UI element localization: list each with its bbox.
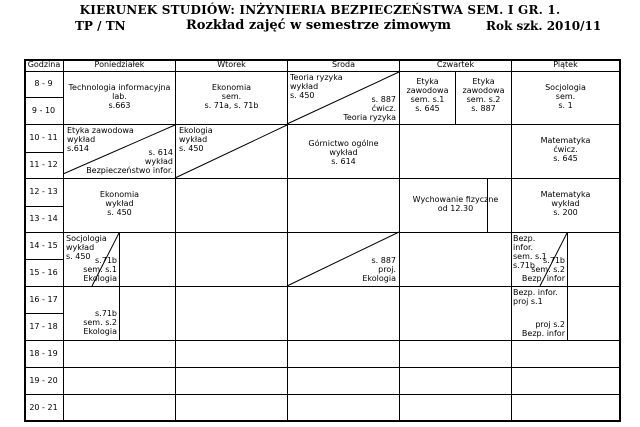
- schedule-subtitle: Rozkład zajęć w semestrze zimowym: [186, 18, 452, 33]
- class-block: Wychowanie fizyczne od 12.30: [412, 195, 499, 213]
- hour-label: 16 - 17: [29, 295, 58, 304]
- class-block: Etyka zawodowa sem. s.1 s. 645: [406, 77, 449, 113]
- class-block: Ekonomia sem. s. 71a, s. 71b: [204, 83, 259, 110]
- class-block: s.71b sem. s.2 Bezp. infor: [521, 256, 565, 283]
- column-hour: Godzina: [27, 60, 61, 69]
- class-block: s. 614 wykład Bezpieczeństwo infor.: [86, 148, 173, 175]
- column-tuesday: Wtorek: [217, 60, 246, 69]
- column-friday: Piątek: [553, 60, 578, 69]
- column-wednesday: Środa: [331, 60, 356, 69]
- week-type-label: TP / TN: [75, 19, 126, 33]
- class-block: s.71b sem. s.2 Ekologia: [83, 309, 117, 336]
- class-block: Górnictwo ogólne wykład s. 614: [308, 139, 379, 166]
- hour-label: 8 - 9: [34, 79, 53, 88]
- hour-label: 19 - 20: [29, 376, 58, 385]
- class-block: Socjologia wykład s. 450: [66, 234, 107, 261]
- hour-label: 9 - 10: [31, 106, 56, 115]
- class-block: Bezp. infor. sem. s.1 s.71b: [513, 234, 547, 270]
- hour-label: 11 - 12: [29, 160, 58, 169]
- hour-label: 15 - 16: [29, 268, 58, 277]
- column-monday: Poniedziałek: [94, 60, 145, 69]
- class-block: Ekonomia wykład s. 450: [99, 190, 140, 217]
- class-block: Socjologia sem. s. 1: [545, 83, 586, 110]
- class-block: Teoria ryzyka wykład s. 450: [290, 73, 343, 100]
- class-block: s. 887 proj. Ekologia: [362, 256, 396, 283]
- class-block: s. 887 ćwicz. Teoria ryzyka: [343, 95, 396, 122]
- class-block: Ekologia wykład s. 450: [179, 126, 213, 153]
- school-year-label: Rok szk. 2010/11: [486, 19, 602, 33]
- hour-label: 13 - 14: [29, 214, 58, 223]
- schedule-title: KIERUNEK STUDIÓW: INŻYNIERIA BEZPIECZEŃSTWA SEM. I GR. 1.: [79, 3, 561, 17]
- hour-label: 17 - 18: [29, 322, 58, 331]
- class-block: s.71b sem. s.1 Ekologia: [83, 256, 117, 283]
- column-thursday: Czwartek: [436, 60, 475, 69]
- hour-label: 20 - 21: [29, 403, 58, 412]
- class-block: Bezp. infor. proj s.1: [513, 288, 558, 306]
- hour-label: 14 - 15: [29, 241, 58, 250]
- class-block: Etyka zawodowa sem. s.2 s. 887: [462, 77, 505, 113]
- class-block: Matematyka wykład s. 200: [540, 190, 591, 217]
- timetable-grid: [24, 59, 621, 421]
- class-block: proj s.2 Bezp. infor: [521, 320, 565, 338]
- hour-label: 18 - 19: [29, 349, 58, 358]
- class-block: Technologia informacyjna lab. s.663: [68, 83, 171, 110]
- class-block: Matematyka ćwicz. s. 645: [540, 136, 591, 163]
- hour-label: 10 - 11: [29, 133, 58, 142]
- class-block: Etyka zawodowa wykład s.614: [67, 126, 134, 153]
- hour-label: 12 - 13: [29, 187, 58, 196]
